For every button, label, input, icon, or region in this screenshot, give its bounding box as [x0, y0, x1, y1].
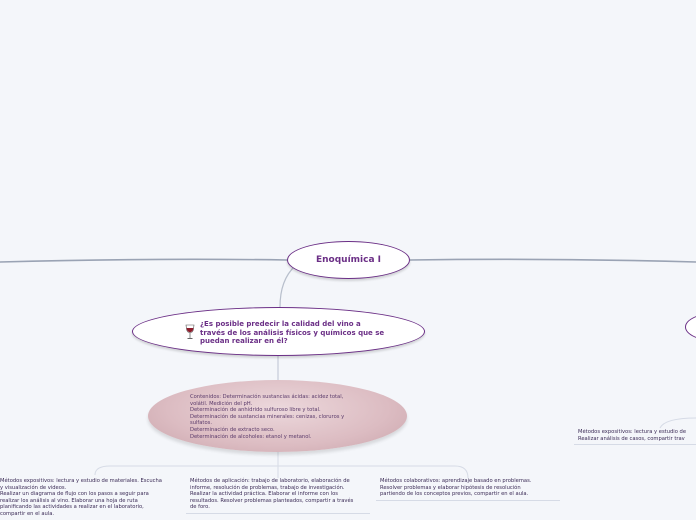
central-topic-label: Enoquímica I	[315, 255, 382, 265]
methods-collaborative-topic[interactable]	[380, 478, 560, 498]
contents-line: Determinación de extracto seco.	[190, 426, 275, 433]
methods-application-topic[interactable]	[190, 478, 370, 511]
leaf-line-text: Realizar análisis de casos, compartir trav	[578, 435, 685, 442]
question-label: ¿Es posible predecir la calidad del vino a través de los análisis físicos y químicos que se puedan realizar en él?	[200, 320, 385, 346]
collaborative-underline	[376, 500, 560, 501]
leaf-line-text: planificando las actividades a realizar en el laboratorio,	[0, 504, 144, 511]
trunk-right-connector	[410, 259, 696, 262]
methods-expository-topic[interactable]	[0, 478, 185, 518]
content-to-leaves-connector	[95, 452, 468, 478]
leaf-line-text: Realizar un diagrama de flujo con los pasos a seguir para	[0, 491, 149, 498]
leaf-line-text: Métodos expositivos: lectura y estudio de materiales. Escucha	[0, 478, 162, 484]
leaf-line-text: Métodos colaborativos: aprendizaje basado en problemas.	[380, 478, 532, 484]
contents-line: Determinación de alcoholes: etanol y metanol.	[190, 433, 312, 440]
leaf-line-text: y visualización de videos.	[0, 484, 67, 491]
contents-line: Contenidos: Determinación sustancias ácidas: acidez total,	[190, 394, 344, 400]
leaf-line-text: Métodos expositivos: lectura y estudio de	[578, 429, 687, 435]
wine-glass-icon	[185, 324, 195, 340]
leaf-line-text: Realizar la actividad práctica. Elaborar el informe con los	[190, 491, 338, 498]
contents-line: volátil. Medición del pH.	[190, 400, 253, 407]
right-methods-underline	[574, 444, 696, 445]
leaf-line-text: informe, resolución de problemas, trabajo de investigación.	[190, 484, 345, 491]
leaf-line-text: partiendo de los conceptos previos, compartir en el aula.	[380, 491, 529, 498]
contents-text	[190, 394, 370, 440]
leaf-line-text: resultados. Resolver problemas planteados, compartir a través	[190, 497, 354, 504]
right-branch-connector	[660, 418, 696, 428]
contents-line: Determinación de anhídrido sulfuroso libre y total.	[190, 407, 321, 414]
application-underline	[186, 513, 370, 514]
leaf-line-text: de foro.	[190, 504, 210, 511]
contents-topic[interactable]	[148, 380, 407, 452]
central-topic[interactable]	[287, 241, 410, 279]
leaf-line-text: compartir en el aula.	[0, 510, 55, 517]
contents-line: sulfatos.	[190, 420, 212, 427]
leaf-line-text: Resolver problemas y elaborar hipótesis de resolución	[380, 484, 521, 491]
leaf-line-text: realizar los análisis al vino. Elaborar una hoja de ruta	[0, 497, 138, 504]
leaf-line-text: Métodos de aplicación: trabajo de laboratorio, elaboración de	[190, 478, 350, 484]
central-to-question-connector	[280, 266, 295, 307]
question-topic[interactable]	[132, 307, 425, 356]
contents-line: Determinación de sustancias minerales: cenizas, cloruros y	[190, 413, 345, 420]
trunk-left-connector	[0, 259, 287, 262]
right-methods-topic[interactable]	[578, 429, 696, 442]
